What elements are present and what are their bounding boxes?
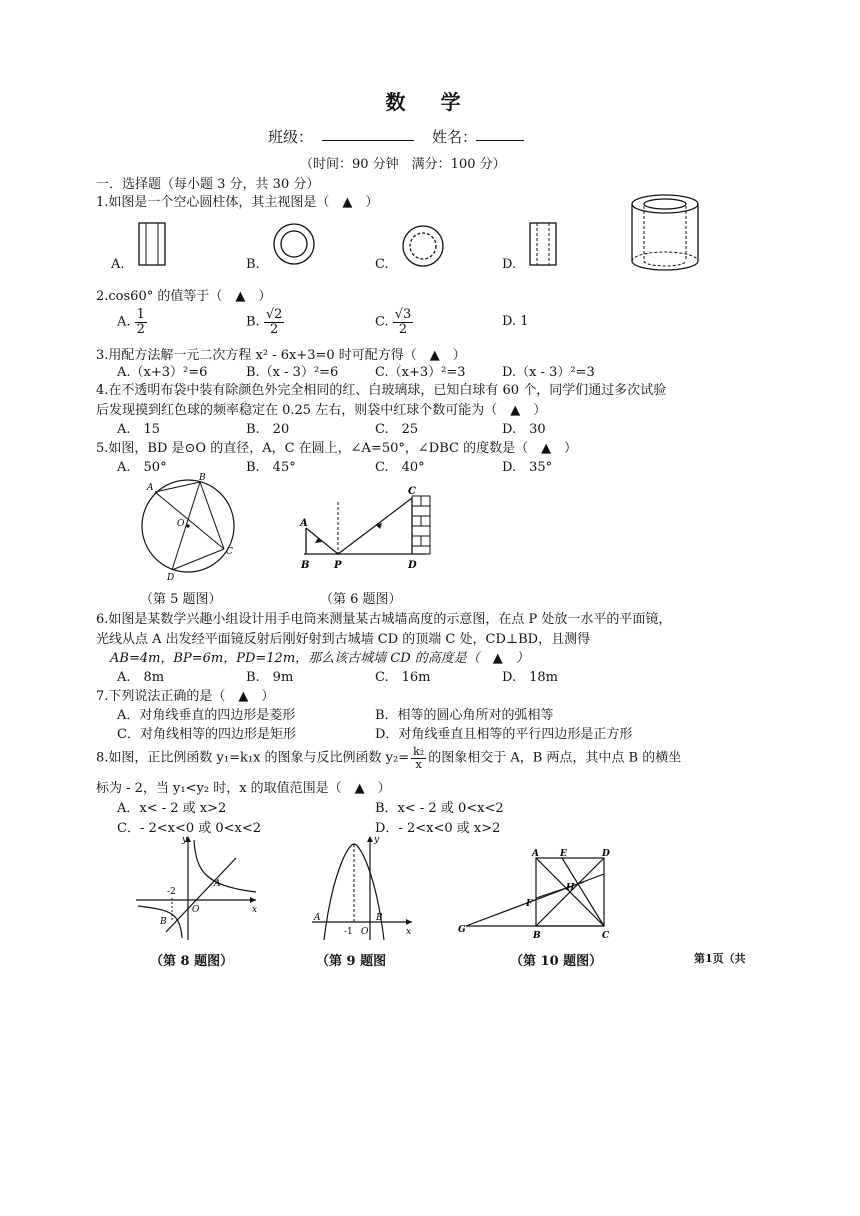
q2-option-b xyxy=(246,308,284,336)
q1-option-a: A. xyxy=(111,257,125,272)
fig10-label-f: F xyxy=(526,899,533,909)
q4-option-d: D. 30 xyxy=(502,422,546,437)
q2-b-den: 2 xyxy=(269,321,279,337)
q1-option-c: C. xyxy=(375,257,389,272)
q2-b-num: √2 xyxy=(265,307,283,322)
fig5-label-a: A xyxy=(147,483,154,493)
q4-line-2: 后发现摸到红色球的频率稳定在 0.25 左右，则袋中红球个数可能为（ ▲ ） xyxy=(96,403,547,418)
q7-option-c: C．对角线相等的四边形是矩形 xyxy=(117,727,296,742)
q6-line-3: AB=4m，BP=6m，PD=12m，那么该古城墙 CD 的高度是（ ▲ ） xyxy=(110,651,529,666)
q1-figure-d xyxy=(529,222,559,268)
figure-5-circle xyxy=(138,473,248,583)
fig6-label-p: P xyxy=(334,560,342,571)
fig10-label-g: G xyxy=(458,925,466,935)
q1-stem: 1.如图是一个空心圆柱体，其主视图是（ ▲ ） xyxy=(96,195,379,210)
fig10-label-e: E xyxy=(560,849,567,859)
fig10-label-h: H xyxy=(566,883,575,893)
q6-option-c: C. 16m xyxy=(375,670,431,685)
q2-a-den: 2 xyxy=(136,321,145,337)
fig8-label-o: O xyxy=(192,905,200,915)
q5-option-b: B. 45° xyxy=(246,460,296,475)
hollow-cylinder-figure xyxy=(630,194,702,274)
figure-8-graph xyxy=(132,832,262,942)
q8-line-1b: 的图象相交于 A，B 两点，其中点 B 的横坐 xyxy=(428,750,682,766)
q7-stem: 7.下列说法正确的是（ ▲ ） xyxy=(96,689,275,704)
class-blank[interactable] xyxy=(322,140,414,141)
fig6-label-c: C xyxy=(408,486,416,497)
q3-option-c: C.（x+3）²=3 xyxy=(375,365,466,380)
q2-c-num: √3 xyxy=(394,307,412,322)
fig9-label-y: y xyxy=(374,835,380,845)
q5-option-c: C. 40° xyxy=(375,460,425,475)
name-blank[interactable] xyxy=(476,140,524,141)
q1-figure-a xyxy=(138,222,168,268)
q5-option-d: D. 35° xyxy=(502,460,553,475)
fig9-label-x: x xyxy=(406,927,412,937)
fig6-label-a: A xyxy=(300,518,308,529)
q6-option-a: A. 8m xyxy=(117,670,165,685)
name-label: 姓名： xyxy=(432,128,478,146)
fig10-label-b: B xyxy=(533,931,541,941)
q2-option-c xyxy=(375,308,413,336)
q4-option-a: A. 15 xyxy=(117,422,161,437)
q3-option-b: B.（x - 3）²=6 xyxy=(246,365,339,380)
section-heading: 一．选择题（每小题 3 分，共 30 分） xyxy=(96,177,320,192)
figure-6-caption: （第 6 题图） xyxy=(320,592,402,607)
q1-option-d: D. xyxy=(502,257,517,272)
fig5-label-o: O xyxy=(177,519,185,529)
figure-5-caption: （第 5 题图） xyxy=(140,592,222,607)
q2-option-d: D. 1 xyxy=(502,314,529,329)
q2-a-label: A. xyxy=(117,314,131,330)
q7-option-b: B．相等的圆心角所对的弧相等 xyxy=(375,708,554,723)
figure-6-diagram xyxy=(294,486,444,572)
page-title: 数 学 xyxy=(385,90,475,114)
q8-line-2: 标为 - 2，当 y₁<y₂ 时，x 的取值范围是（ ▲ ） xyxy=(96,781,391,796)
q5-option-a: A. 50° xyxy=(117,460,167,475)
q1-figure-b xyxy=(272,222,318,268)
q8-option-c: C．- 2<x<0 或 0<x<2 xyxy=(117,821,262,836)
class-label: 班级： xyxy=(268,128,314,146)
q8-option-d: D．- 2<x<0 或 x>2 xyxy=(375,821,501,836)
q2-stem: 2.cos60° 的值等于（ ▲ ） xyxy=(96,289,272,304)
fig8-label-b: B xyxy=(160,917,167,927)
q1-option-b: B. xyxy=(246,257,260,272)
figure-9-graph xyxy=(308,834,418,944)
fig9-label-b: B xyxy=(376,913,383,923)
q6-line-1: 6.如图是某数学兴趣小组设计用手电筒来测量某古城墙高度的示意图，在点 P 处放一水平的平面镜， xyxy=(96,612,672,627)
q8-frac-num: k₂ xyxy=(413,745,425,758)
q3-option-d: D.（x - 3）²=3 xyxy=(502,365,595,380)
fig6-label-b: B xyxy=(301,560,310,571)
fig6-label-d: D xyxy=(408,560,417,571)
fig9-label-minus1: -1 xyxy=(344,927,353,937)
q2-b-label: B. xyxy=(246,314,260,330)
fig9-label-a: A xyxy=(314,913,321,923)
fig10-label-d: D xyxy=(602,849,610,859)
exam-info: （时间：90 分钟 满分：100 分） xyxy=(300,157,506,172)
q8-frac-den: x xyxy=(415,757,422,771)
fig10-label-a: A xyxy=(532,849,539,859)
q4-line-1: 4.在不透明布袋中装有除颜色外完全相同的红、白玻璃球，已知白球有 60 个，同学们通过多次试验 xyxy=(96,383,667,398)
q3-option-a: A.（x+3）²=6 xyxy=(117,365,208,380)
figure-9-caption: （第 9 题图 xyxy=(316,954,387,969)
q7-option-a: A．对角线垂直的四边形是菱形 xyxy=(117,708,296,723)
figure-10-caption: （第 10 题图） xyxy=(510,954,603,969)
q8-line-1 xyxy=(96,746,681,770)
figure-8-caption: （第 8 题图） xyxy=(150,954,234,969)
fig8-label-minus2: -2 xyxy=(167,887,176,897)
page-number: 第1页（共 xyxy=(694,952,746,965)
q8-option-a: A．x< - 2 或 x>2 xyxy=(117,801,227,816)
fig8-label-y: y xyxy=(182,835,188,845)
q2-c-den: 2 xyxy=(398,321,408,337)
q4-option-c: C. 25 xyxy=(375,422,419,437)
fig9-label-o: O xyxy=(361,927,369,937)
figure-10-diagram xyxy=(456,848,626,942)
q2-option-a xyxy=(117,308,147,336)
q1-figure-c xyxy=(401,224,447,270)
q6-option-d: D. 18m xyxy=(502,670,558,685)
fig8-label-x: x xyxy=(252,905,258,915)
q6-option-b: B. 9m xyxy=(246,670,294,685)
q8-line-1a: 8.如图，正比例函数 y₁=k₁x 的图象与反比例函数 y₂= xyxy=(96,750,410,766)
q2-c-label: C. xyxy=(375,314,389,330)
q6-line-2: 光线从点 A 出发经平面镜反射后刚好射到古城墙 CD 的顶端 C 处，CD⊥BD，且测得 xyxy=(96,632,591,647)
fig8-label-a: A xyxy=(214,879,221,889)
q8-option-b: B．x< - 2 或 0<x<2 xyxy=(375,801,504,816)
fig5-label-b: B xyxy=(199,473,206,483)
fig10-label-c: C xyxy=(602,931,610,941)
q7-option-d: D．对角线垂直且相等的平行四边形是正方形 xyxy=(375,727,633,742)
fig5-label-d: D xyxy=(167,573,175,583)
q4-option-b: B. 20 xyxy=(246,422,290,437)
fig5-label-c: C xyxy=(226,547,233,557)
q2-a-num: 1 xyxy=(136,307,145,322)
q5-stem: 5.如图，BD 是⊙O 的直径，A，C 在圆上，∠A=50°，∠DBC 的度数是（ ▲ ） xyxy=(96,441,578,456)
q3-stem: 3.用配方法解一元二次方程 x² - 6x+3=0 时可配方得（ ▲ ） xyxy=(96,348,466,363)
